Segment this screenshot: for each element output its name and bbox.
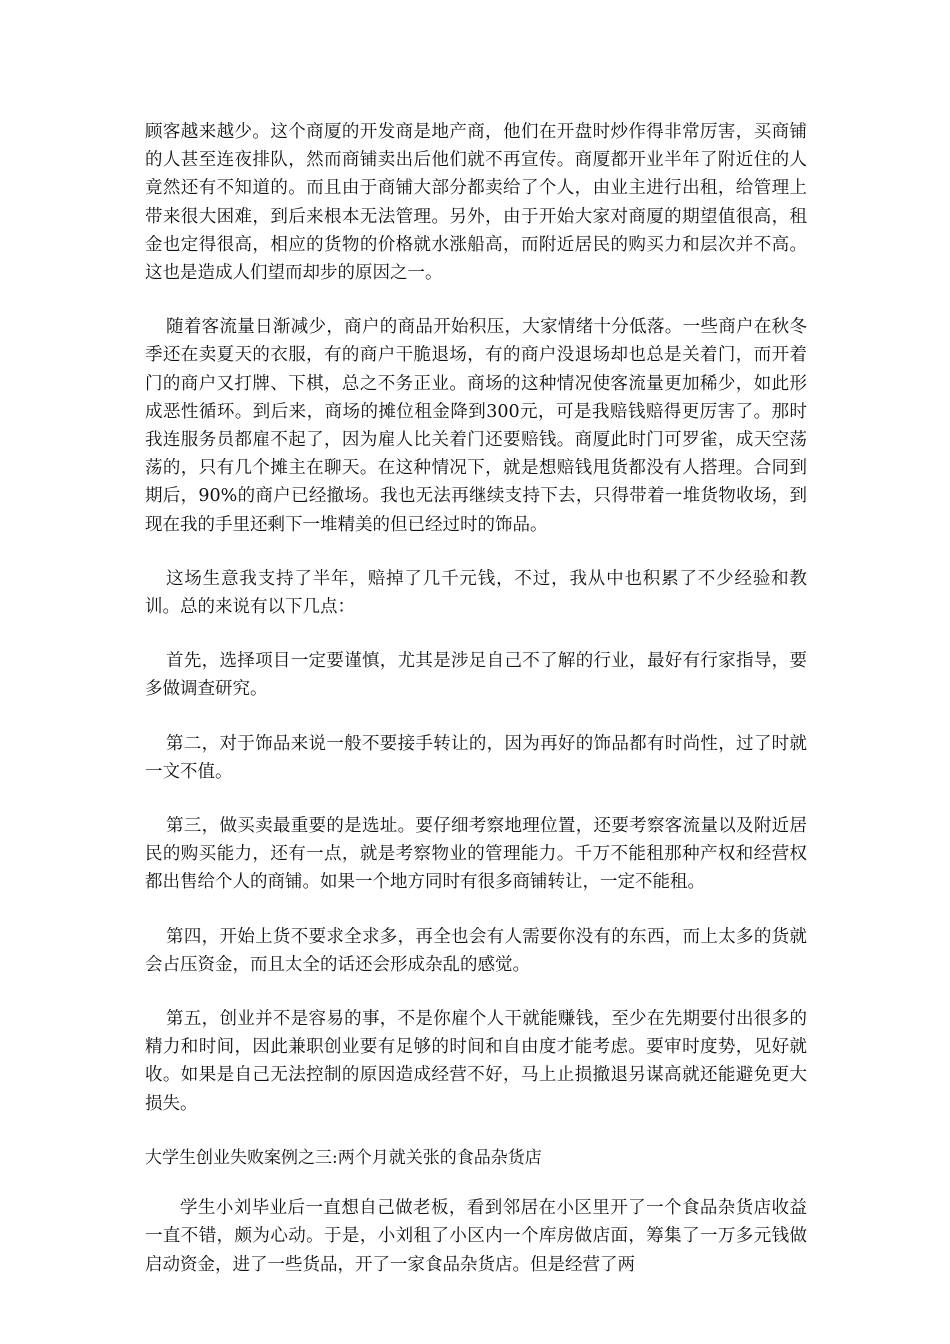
paragraph-traffic-decrease: 随着客流量日渐减少，商户的商品开始积压，大家情绪十分低落。一些商户在秋冬季还在卖夏天的衣服，有的商户干脆退场，有的商户没退场却也总是关着门，而开着门的商户又打牌、下棋，总之不务正业。商场的这种情况使客流量更加稀少，如此形成恶性循环。到后来，商场的摊位租金降到300元，可是我赔钱赔得更厉害了。那时我连服务员都雇不起了，因为雇人比关着门还要赔钱。商厦此时门可罗雀，成天空荡荡的，只有几个摊主在聊天。在这种情况下，就是想赔钱甩货都没有人搭理。合同到期后，90%的商户已经撤场。我也无法再继续支持下去，只得带着一堆货物收场，到现在我的手里还剩下一堆精美的但已经过时的饰品。 (145, 317, 807, 535)
paragraph-customer-decline: 顾客越来越少。这个商厦的开发商是地产商，他们在开盘时炒作得非常厉害，买商铺的人甚至连夜排队，然而商铺卖出后他们就不再宣传。商厦都开业半年了附近住的人竟然还有不知道的。而且由于商铺大部分都卖给了个人，由业主进行出租，给管理上带来很大困难，到后来根本无法管理。另外，由于开始大家对商厦的期望值很高，租金也定得很高，相应的货物的价格就水涨船高，而附近居民的购买力和层次并不高。这也是造成人们望而却步的原因之一。 (145, 122, 807, 284)
paragraph-lesson-third: 第三，做买卖最重要的是选址。要仔细考察地理位置，还要考察客流量以及附近居民的购买能力，还有一点，就是考察物业的管理能力。千万不能租那种产权和经营权都出售给个人的商铺。如果一个地方同时有很多商铺转让，一定不能租。 (145, 816, 807, 893)
paragraph-lesson-fourth: 第四，开始上货不要求全求多，再全也会有人需要你没有的东西，而上太多的货就会占压资金，而且太全的话还会形成杂乱的感觉。 (145, 926, 807, 975)
document-body (145, 118, 807, 1305)
paragraph-lesson-first: 首先，选择项目一定要谨慎，尤其是涉足自己不了解的行业，最好有行家指导，要多做调查研究。 (145, 651, 807, 700)
section-heading: 大学生创业失败案例之三:两个月就关张的食品杂货店 (145, 1147, 542, 1168)
paragraph-grocery-case: 学生小刘毕业后一直想自己做老板，看到邻居在小区里开了一个食品杂货店收益一直不错，颇为心动。于是，小刘租了小区内一个库房做店面，筹集了一万多元钱做启动资金，进了一些货品，开了一家食品杂货店。但是经营了两 (145, 1198, 807, 1275)
paragraph-lessons-intro: 这场生意我支持了半年，赔掉了几千元钱，不过，我从中也积累了不少经验和教训。总的来说有以下几点： (145, 568, 807, 618)
paragraph-lesson-fifth: 第五，创业并不是容易的事，不是你雇个人干就能赚钱，至少在先期要付出很多的精力和时间，因此兼职创业要有足够的时间和自由度才能考虑。要审时度势，见好就收。如果是自己无法控制的原因造成经营不好，马上止损撤退另谋高就还能避免更大损失。 (145, 1009, 807, 1114)
paragraph-lesson-second: 第二，对于饰品来说一般不要接手转让的，因为再好的饰品都有时尚性，过了时就一文不值。 (145, 733, 807, 782)
